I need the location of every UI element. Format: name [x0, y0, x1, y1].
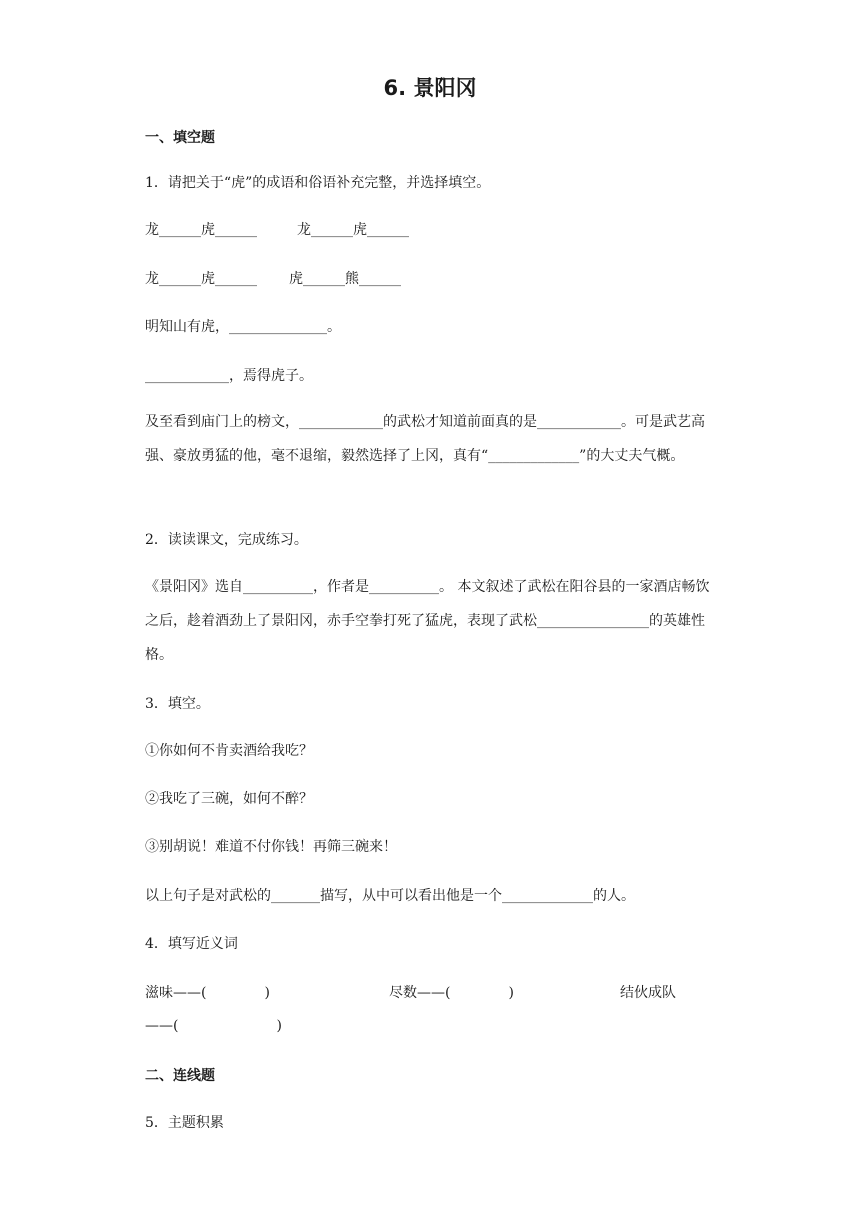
idiom-blank-4[interactable]: 虎______熊______: [289, 271, 401, 287]
synonym-word-1: 滋味——(: [145, 985, 207, 1001]
synonym-close-1: ): [264, 985, 270, 1001]
synonym-item-2[interactable]: [389, 983, 514, 1003]
idiom-blank-2[interactable]: 龙______虎______: [297, 222, 409, 238]
question-5-stem: 5．主题积累: [145, 1115, 224, 1131]
section-heading-matching: 二、连线题: [145, 1068, 215, 1084]
quote-sentence-1: ①你如何不肯卖酒给我吃？: [145, 743, 313, 759]
proverb-blank-1[interactable]: 明知山有虎，______________。: [145, 319, 341, 335]
synonym-word-2: 尽数——(: [389, 985, 451, 1001]
question-2-paragraph[interactable]: 《景阳冈》选自__________，作者是__________。 本文叙述了武松在阳谷县的一家酒店畅饮之后，趁着酒劲上了景阳冈，赤手空拳打死了猛虎，表现了武松________________的英雄性格。: [145, 579, 710, 663]
synonym-word-3: 结伙成队: [620, 985, 676, 1001]
synonym-close-3: ): [276, 1018, 282, 1034]
quote-sentence-2: ②我吃了三碗，如何不醉？: [145, 791, 313, 807]
idiom-blank-1[interactable]: 龙______虎______: [145, 222, 257, 238]
question-1-paragraph[interactable]: 及至看到庙门上的榜文，____________的武松才知道前面真的是____________。可是武艺高强、豪放勇猛的他，毫不退缩，毅然选择了上冈，真有“_____________”的大丈夫气概。: [145, 414, 705, 464]
quote-sentence-3: ③别胡说！难道不付你钱！再筛三碗来！: [145, 839, 397, 855]
synonym-item-3[interactable]: [145, 1016, 282, 1036]
page-title: 6. 景阳冈: [383, 76, 477, 100]
proverb-blank-2[interactable]: ____________，焉得虎子。: [145, 368, 313, 384]
section-heading-fill-blank: 一、填空题: [145, 130, 215, 146]
question-1-stem: 1．请把关于“虎”的成语和俗语补充完整，并选择填空。: [145, 175, 491, 191]
question-3-stem: 3．填空。: [145, 696, 210, 712]
question-2-stem: 2．读读课文，完成练习。: [145, 532, 308, 548]
synonym-close-2: ): [508, 985, 514, 1001]
question-4-stem: 4．填写近义词: [145, 936, 238, 952]
synonym-dash-3: ——(: [145, 1018, 179, 1034]
question-3-summary[interactable]: 以上句子是对武松的_______描写，从中可以看出他是一个_____________的人。: [145, 888, 635, 904]
idiom-blank-3[interactable]: 龙______虎______: [145, 271, 257, 287]
synonym-item-1[interactable]: [145, 983, 270, 1003]
